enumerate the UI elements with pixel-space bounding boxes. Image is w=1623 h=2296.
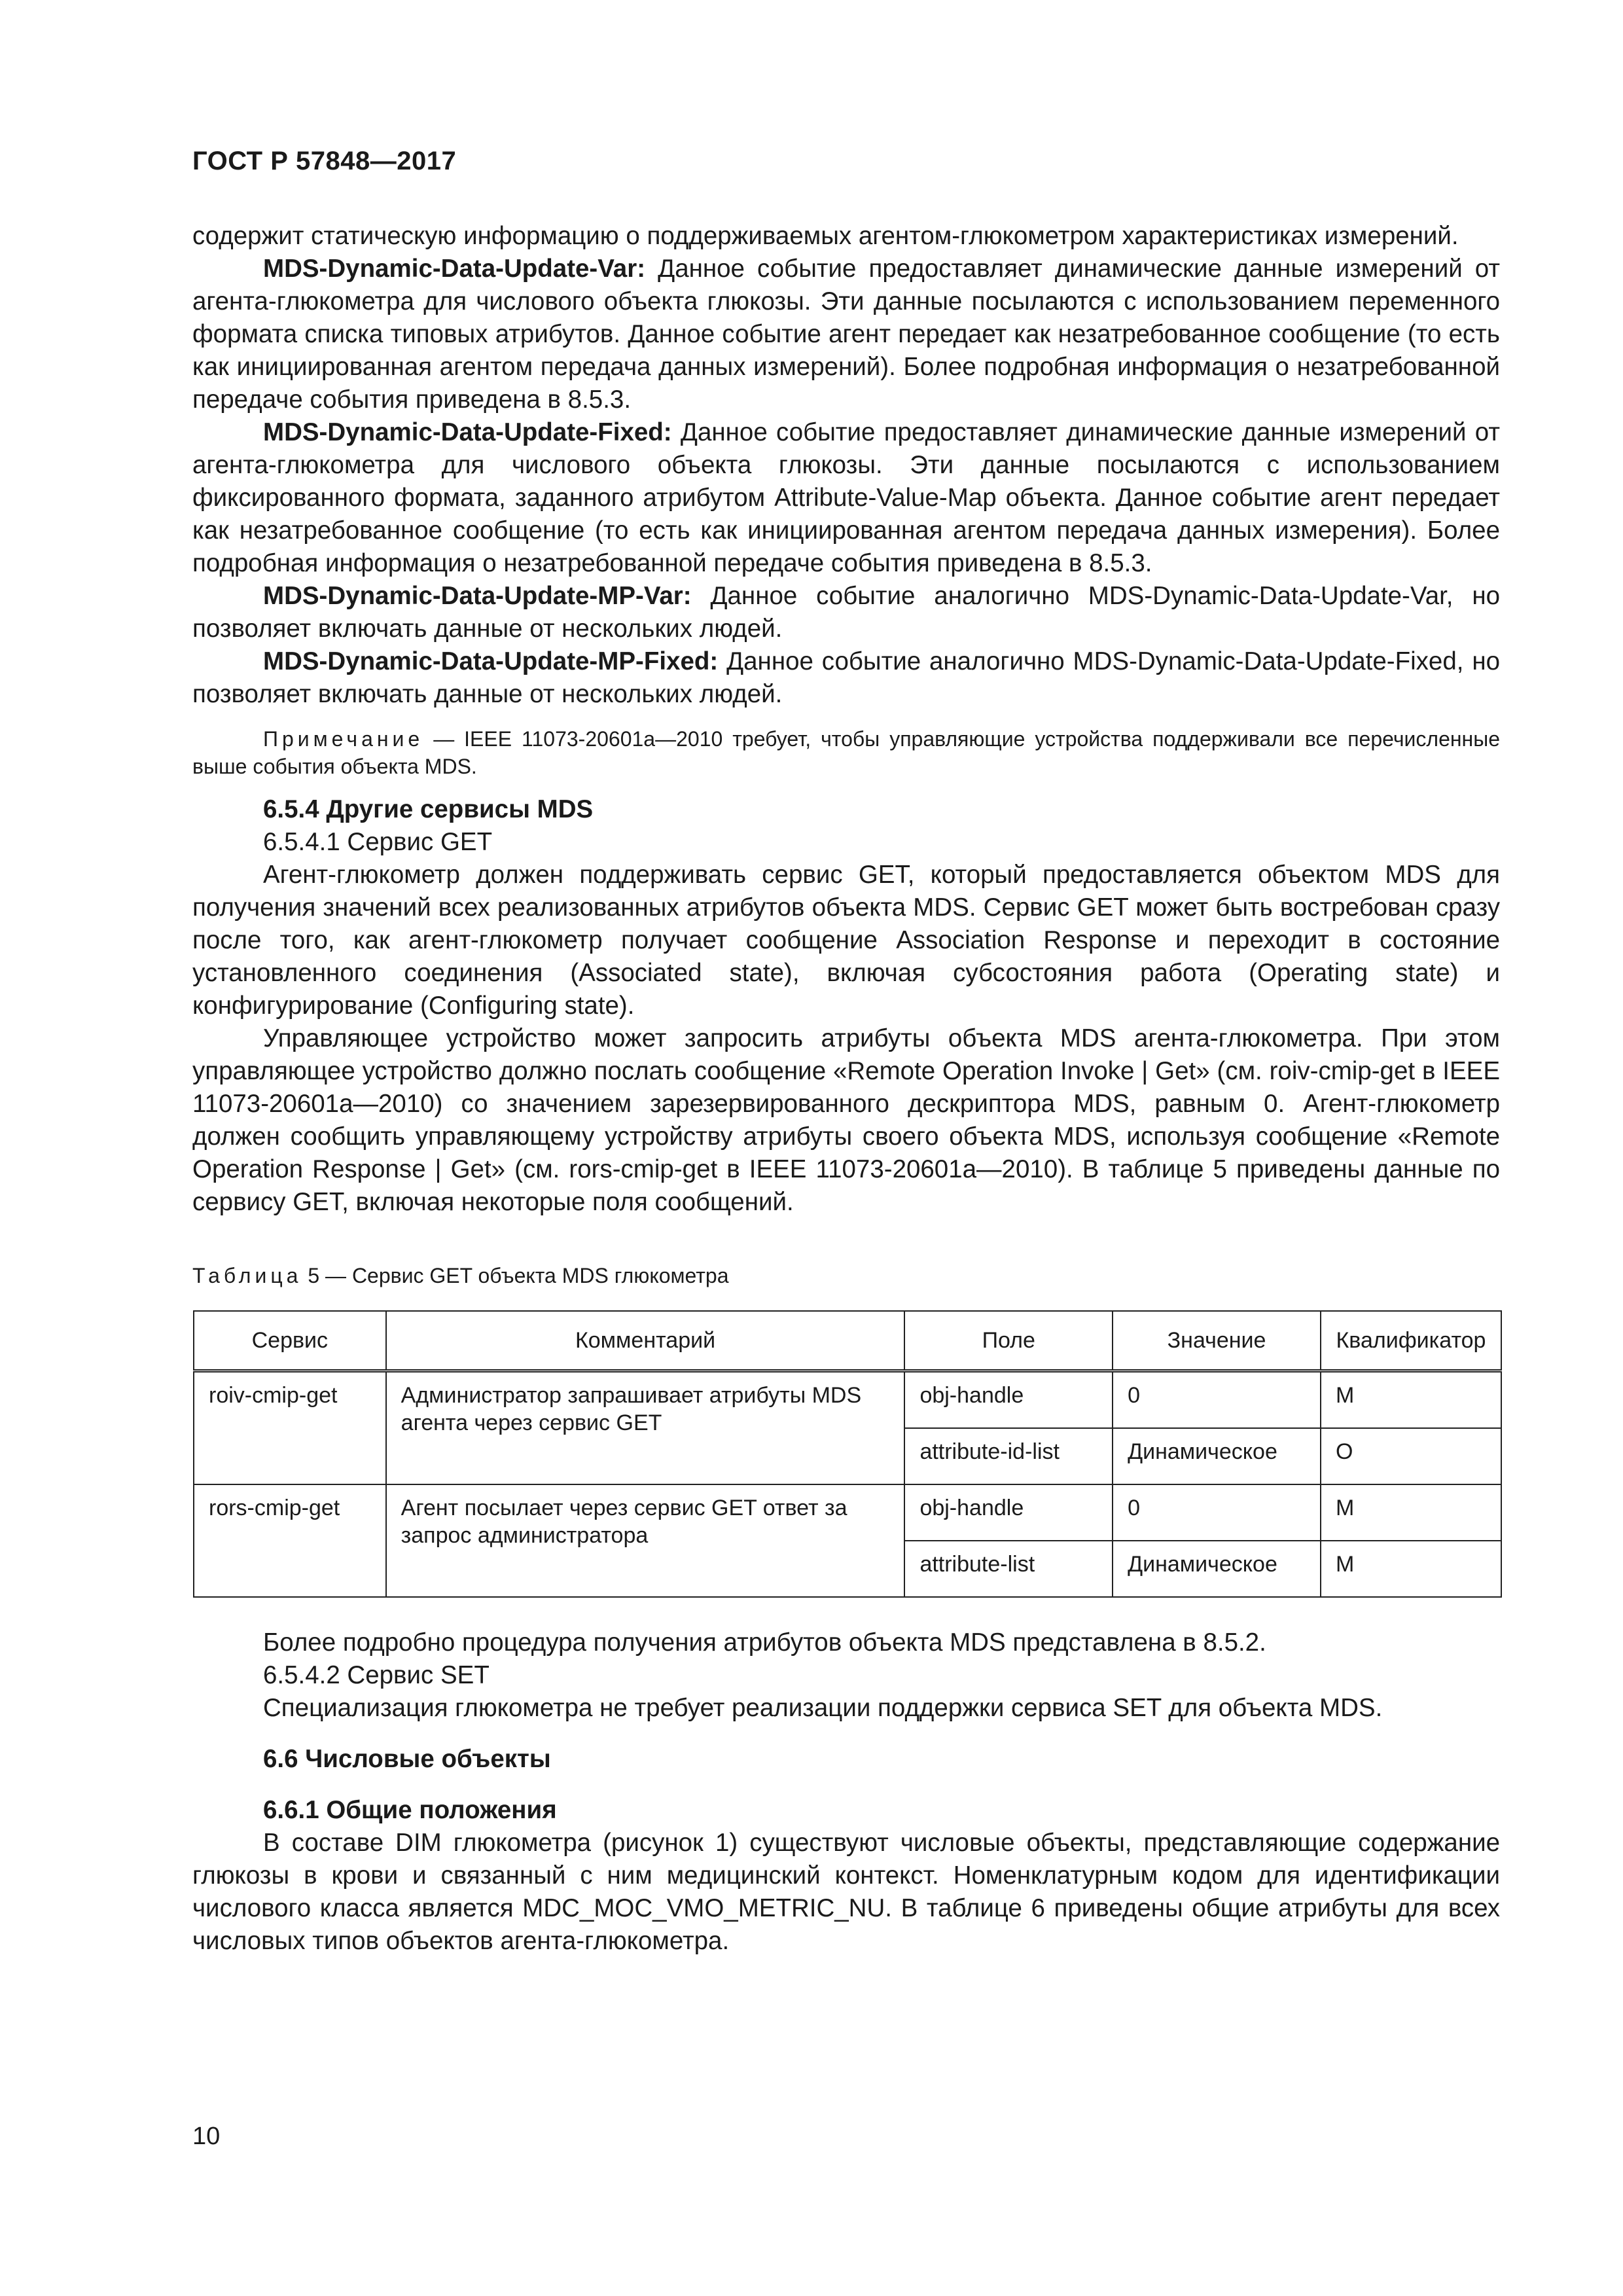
header-field: Поле	[904, 1311, 1113, 1371]
paragraph-set-service: Специализация глюкометра не требует реализации поддержки сервиса SET для объекта MDS.	[263, 1694, 1383, 1722]
cell-qualifier: M	[1321, 1484, 1501, 1541]
header-qualifier: Квалификатор	[1321, 1311, 1501, 1371]
table-caption-label: Таблица	[192, 1264, 302, 1287]
paragraph-numeric-objects: В составе DIM глюкометра (рисунок 1) существуют числовые объекты, представляющие содержание глюкозы в крови и связанный с ним медицинский контекст. Номенклатурным кодом для идентификации числового класса является MDC_MOC_VMO_METRIC_NU. В таблице 6 приведены общие атрибуты для всех числовых типов объектов агента-глюкометра.	[192, 1829, 1500, 1955]
page-content	[192, 220, 1500, 1958]
table-row	[194, 1484, 1501, 1541]
note-label: Примечание	[263, 727, 424, 751]
page-number: 10	[192, 2123, 221, 2150]
cell-qualifier: O	[1321, 1428, 1501, 1484]
cell-service: roiv-cmip-get	[194, 1371, 386, 1485]
section-heading-6-6: 6.6 Числовые объекты	[263, 1745, 551, 1773]
table-caption	[192, 1262, 1500, 1289]
cell-qualifier: M	[1321, 1371, 1501, 1429]
paragraph-procedure-reference: Более подробно процедура получения атрибутов объекта MDS представлена в 8.5.2.	[263, 1628, 1266, 1657]
header-comment: Комментарий	[386, 1311, 905, 1371]
term-description: Данное событие аналогично MDS-Dynamic-Data-Update-Var, но позволяет включать данные от нескольких людей.	[192, 582, 1500, 643]
paragraph-dynamic-data-update-mp-var	[192, 580, 1500, 645]
subsection-heading-6-5-4-1: 6.5.4.1 Сервис GET	[263, 828, 493, 856]
section-heading-6-5-4: 6.5.4 Другие сервисы MDS	[263, 795, 594, 823]
cell-qualifier: M	[1321, 1541, 1501, 1597]
table-row	[194, 1371, 1501, 1429]
subsection-heading-6-6-1: 6.6.1 Общие положения	[263, 1796, 557, 1824]
note	[192, 725, 1500, 780]
paragraph-continuation: содержит статическую информацию о поддерживаемых агентом-глюкометром характеристиках измерений.	[192, 222, 1459, 250]
term-label: MDS-Dynamic-Data-Update-MP-Var:	[263, 582, 692, 610]
note-text: — IEEE 11073-20601a—2010 требует, чтобы управляющие устройства поддерживали все перечисленные выше события объекта MDS.	[192, 727, 1500, 778]
term-description: Данное событие аналогично MDS-Dynamic-Data-Update-Fixed, но позволяет включать данные от нескольких людей.	[192, 647, 1500, 708]
paragraph-get-service: Агент-глюкометр должен поддерживать сервис GET, который предоставляется объектом MDS для получения значений всех реализованных атрибутов объекта MDS. Сервис GET может быть востребован сразу после того, как агент-глюкометр получает сообщение Association Response и переходит в состояние установленного соединения (Associated state), включая субсостояния работа (Operating state) и конфигурирование (Configuring state).	[192, 861, 1500, 1020]
cell-field: obj-handle	[904, 1484, 1113, 1541]
table-caption-text: 5 — Сервис GET объекта MDS глюкометра	[302, 1264, 729, 1287]
cell-field: obj-handle	[904, 1371, 1113, 1429]
subsection-heading-6-5-4-2: 6.5.4.2 Сервис SET	[263, 1661, 490, 1689]
term-description: Данное событие предоставляет динамические данные измерений от агента-глюкометра для числового объекта глюкозы. Эти данные посылаются с использованием переменного формата списка типовых атрибутов. Данное событие агент передает как незатребованное сообщение (то есть как инициированная агентом передача данных измерений). Более подробная информация о незатребованной передаче события приведена в 8.5.3.	[192, 255, 1500, 414]
cell-field: attribute-id-list	[904, 1428, 1113, 1484]
paragraph-dynamic-data-update-fixed	[192, 416, 1500, 580]
cell-comment: Администратор запрашивает атрибуты MDS агента через сервис GET	[386, 1371, 905, 1485]
cell-value: Динамическое	[1113, 1541, 1321, 1597]
paragraph-dynamic-data-update-mp-fixed	[192, 645, 1500, 711]
cell-value: 0	[1113, 1484, 1321, 1541]
cell-service: rors-cmip-get	[194, 1484, 386, 1597]
document-header: ГОСТ Р 57848—2017	[192, 147, 457, 175]
term-label: MDS-Dynamic-Data-Update-MP-Fixed:	[263, 647, 719, 675]
cell-value: Динамическое	[1113, 1428, 1321, 1484]
get-service-table	[193, 1310, 1502, 1598]
paragraph-dynamic-data-update-var	[192, 253, 1500, 416]
cell-value: 0	[1113, 1371, 1321, 1429]
table-header-row	[194, 1311, 1501, 1371]
cell-comment: Агент посылает через сервис GET ответ за запрос администратора	[386, 1484, 905, 1597]
term-label: MDS-Dynamic-Data-Update-Var:	[263, 255, 646, 283]
header-value: Значение	[1113, 1311, 1321, 1371]
header-service: Сервис	[194, 1311, 386, 1371]
paragraph-manager-request: Управляющее устройство может запросить атрибуты объекта MDS агента-глюкометра. При этом управляющее устройство должно послать сообщение «Remote Operation Invoke | Get» (см. roiv-cmip-get в IEEE 11073-20601a—2010) со значением зарезервированного дескриптора MDS, равным 0. Агент-глюкометр должен сообщить управляющему устройству атрибуты своего объекта MDS, используя сообщение «Remote Operation Response | Get» (см. rors-cmip-get в IEEE 11073-20601a—2010). В таблице 5 приведены данные по сервису GET, включая некоторые поля сообщений.	[192, 1024, 1500, 1216]
term-label: MDS-Dynamic-Data-Update-Fixed:	[263, 418, 672, 446]
term-description: Данное событие предоставляет динамические данные измерений от агента-глюкометра для числового объекта глюкозы. Эти данные посылаются с использованием фиксированного формата, заданного атрибутом Attribute-Value-Map объекта. Данное событие агент передает как незатребованное сообщение (то есть как инициированная агентом передача данных измерения). Более подробная информация о незатребованной передаче события приведена в 8.5.3.	[192, 418, 1500, 577]
cell-field: attribute-list	[904, 1541, 1113, 1597]
